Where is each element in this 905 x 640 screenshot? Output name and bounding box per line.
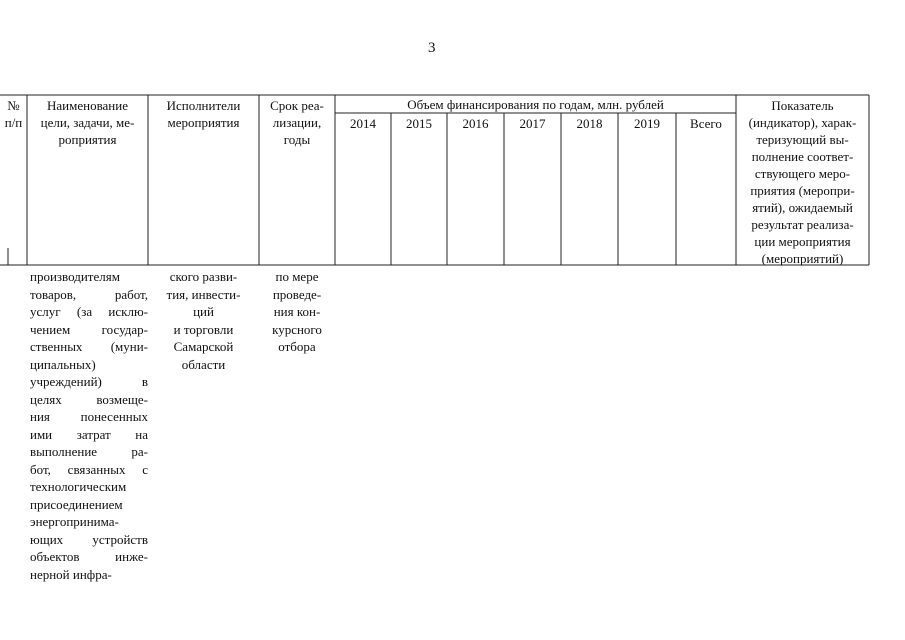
header-financing: Объем финансирования по годам, млн. рублей (407, 97, 664, 112)
text-line: ния кон- (273, 304, 321, 319)
text-line: объектов инже- (30, 549, 148, 564)
header-term: Срок реа- лизации, годы (270, 98, 324, 147)
text-line: отбора (278, 339, 316, 354)
text-line: и торговли (173, 321, 234, 337)
text-line: учреждений) в (30, 374, 148, 389)
text-line: бот, связанных с (30, 461, 148, 477)
text-line: Самарской (173, 339, 234, 354)
text-line: курсного (272, 321, 322, 337)
text-line: энергопринима- (30, 514, 119, 529)
text-line: тия, инвести- (166, 286, 241, 302)
header-total: Всего (690, 116, 722, 131)
text-line: производителям (30, 269, 120, 284)
header-year-2015: 2015 (406, 116, 432, 131)
header-executors: Исполнители мероприятия (166, 98, 241, 130)
text-line: ими затрат на (30, 426, 148, 442)
header-name: Наименование цели, задачи, ме- роприятия (40, 98, 135, 147)
text-line: ющих устройств (30, 531, 148, 547)
text-line: выполнение ра- (30, 444, 148, 459)
header-indicator: Показатель (индикатор), харак- теризующий вы- полнение соответ- ствующего меро- приятия (меропри- ятий), ожидаемый результат реализа- ции мероприятия (мероприятий) (748, 98, 857, 266)
text-line: ципальных) (30, 356, 96, 372)
text-line: ций (193, 304, 214, 319)
header-num: № п/п (4, 98, 23, 130)
text-line: целях возмеще- (30, 391, 148, 407)
cell-term (259, 268, 335, 356)
text-line: проведе- (272, 286, 322, 302)
text-line: услуг (за исклю- (30, 304, 148, 319)
text-line: присоединением (30, 496, 123, 512)
header-year-2014: 2014 (350, 116, 376, 131)
text-line: нерной инфра- (30, 566, 112, 582)
text-line: чением государ- (30, 321, 148, 337)
text-line: товаров, работ, (30, 286, 148, 302)
header-year-2018: 2018 (576, 116, 603, 131)
header-year-2019: 2019 (634, 116, 660, 131)
text-line: ственных (муни- (30, 339, 148, 354)
cell-name (30, 268, 148, 583)
text-line: ния понесенных (30, 409, 148, 424)
header-year-2016: 2016 (462, 116, 489, 131)
cell-executors (148, 268, 259, 373)
text-line: области (181, 356, 226, 372)
header-year-2017: 2017 (519, 116, 546, 131)
text-line: технологическим (30, 479, 127, 494)
text-line: ского разви- (169, 269, 238, 284)
page-number: 3 (428, 40, 436, 56)
text-line: по мере (275, 269, 319, 284)
